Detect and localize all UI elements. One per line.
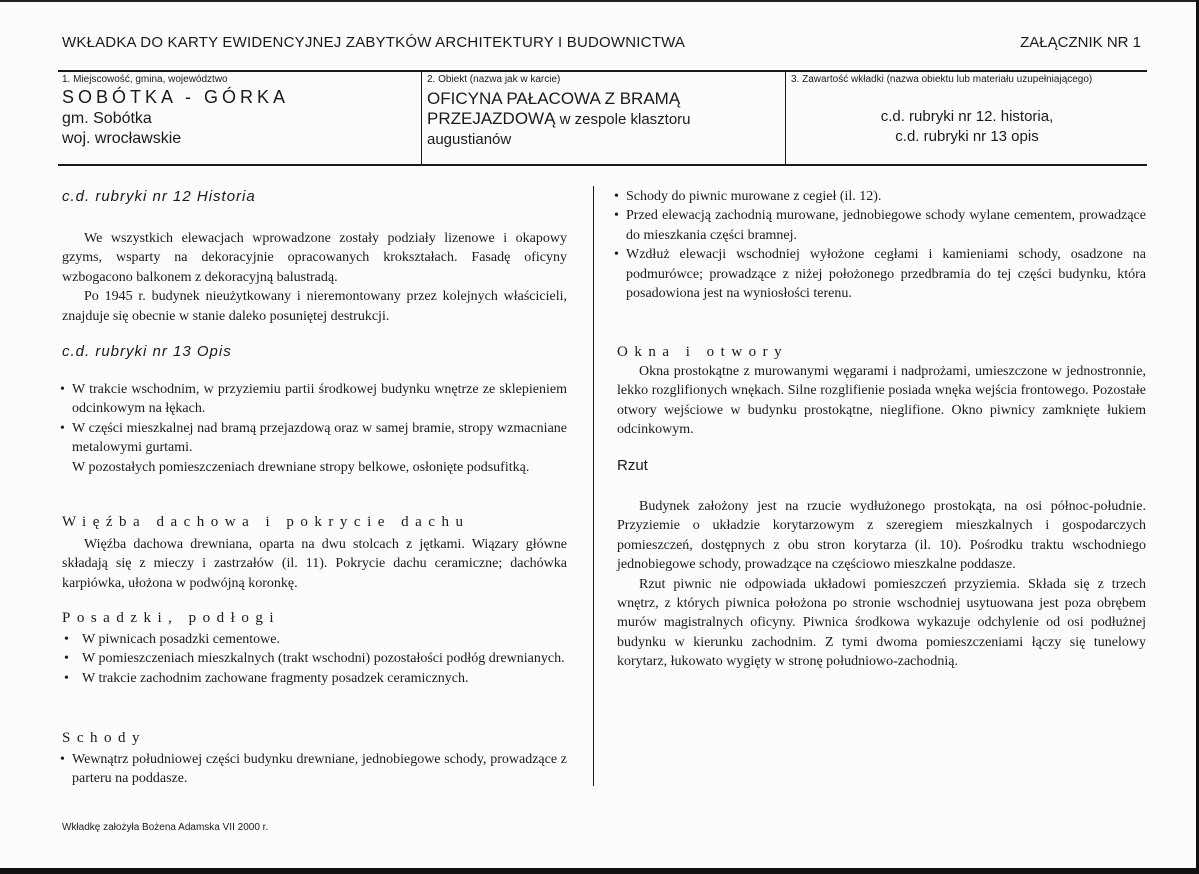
list-item: • Schody do piwnic murowane z cegieł (il. 12). [616, 187, 1146, 206]
content-line1: c.d. rubryki nr 12. historia, [880, 108, 1054, 125]
content-line2: c.d. rubryki nr 13 opis [895, 128, 1039, 145]
object-name-line1: OFICYNA PAŁACOWA Z BRAMĄ [427, 89, 681, 108]
field-divider-1 [421, 70, 422, 166]
voivodeship: woj. wrocławskie [62, 130, 182, 147]
list-item: • W piwnicach posadzki cementowe. [62, 630, 567, 649]
footer-note: Wkładkę założyła Bożena Adamska VII 2000 r. [62, 822, 269, 833]
object-name-line3: augustianów [427, 131, 512, 148]
field2-caption: 2. Obiekt (nazwa jak w karcie) [427, 74, 561, 85]
header-top-rule [58, 70, 1147, 72]
top-border [0, 0, 1199, 2]
windows-text [617, 362, 1146, 440]
list-item: • Przed elewacją zachodnią murowane, jednobiegowe schody wylane cementem, prowadzące do mieszkania części bramnej. [616, 206, 1146, 245]
field1-caption: 1. Miejscowość, gmina, województwo [62, 74, 228, 85]
commune: gm. Sobótka [62, 110, 152, 127]
section-heading-stairs: Schody [62, 730, 146, 746]
field3-caption: 3. Zawartość wkładki (nazwa obiektu lub materiału uzupełniającego) [791, 74, 1093, 85]
list-item: • W części mieszkalnej nad bramą przejazdową oraz w samej bramie, stropy wzmacniane metalowymi gurtami. [62, 419, 567, 458]
history-text [62, 229, 567, 326]
list-item: • Wewnątrz południowej części budynku drewniane, jednobiegowe schody, prowadzące z parteru na poddasze. [62, 750, 567, 789]
plan-paragraph: Budynek założony jest na rzucie wydłużonego prostokąta, na osi północ-południe. Przyziemie o układzie korytarzowym z szeregiem mieszkalnych i gospodarczych pomieszczeń, dostępnych z obu stron korytarza (il. 10). Pośrodku traktu wschodniego jednobiegowe schody, prowadzące na częściowo mieszkalne poddasze. [617, 499, 1146, 573]
attachment-label: ZAŁĄCZNIK NR 1 [1020, 34, 1141, 51]
object-name-line2: PRZEJAZDOWĄ w zespole klasztoru [427, 109, 691, 128]
form-title: WKŁADKA DO KARTY EWIDENCYJNEJ ZABYTKÓW ARCHITEKTURY I BUDOWNICTWA [62, 34, 686, 51]
history-paragraph: We wszystkich elewacjach wprowadzone zostały podziały lizenowe i okapowy gzyms, wsparty na dekoracyjnie opracowanych krokształach. Fasadę oficyny wzbogacono balkonem z dekoracyjną balustradą. [62, 231, 567, 285]
bottom-border [0, 868, 1199, 874]
description-paragraph: W pozostałych pomieszczeniach drewniane stropy belkowe, osłonięte podsufitką. [72, 459, 530, 475]
floors-list [62, 630, 567, 688]
header-bottom-rule [58, 164, 1147, 166]
section-heading-plan: Rzut [617, 457, 648, 474]
roof-paragraph: Więźba dachowa drewniana, oparta na dwu stolcach z jętkami. Wiązary główne składają się z mieczy i zastrzałów (il. 11). Pokrycie dachu ceramiczne; dachówka karpiówka, ułożona w podwójną koronkę. [62, 537, 567, 591]
section-heading-roof: Więźba dachowa i pokrycie dachu [62, 514, 470, 530]
section-heading-history: c.d. rubryki nr 12 Historia [62, 188, 256, 205]
plan-paragraph: Rzut piwnic nie odpowiada układowi pomieszczeń przyziemia. Składa się z trzech wnętrz, z których piwnica położona po stronie wschodniej usytuowana jest poza obrębem murów magistralnych oficyny. Piwnica środkowa wykazuje odchylenie od osi podłużnej budynku w kierunku zachodnim. Z tymi dwoma pomieszczeniami łączy się tunelowy korytarz, łukowato wygięty w stronę południowo-zachodnią. [617, 576, 1146, 670]
windows-paragraph: Okna prostokątne z murowanymi węgarami i nadprożami, umieszczone w jednostronnie, lekko rozglifionych wnękach. Silne rozglifienie posiada wnęka wejścia frontowego. Pozostałe otwory wejściowe w budynku prostokątne, nieglifione. Okno piwnicy zamknięte łukiem odcinkowym. [617, 364, 1146, 438]
plan-text [617, 497, 1146, 672]
roof-text [62, 535, 567, 593]
list-item: • W trakcie zachodnim zachowane fragmenty posadzek ceramicznych. [62, 669, 567, 688]
section-heading-floors: Posadzki, podłogi [62, 610, 280, 626]
place-name: SOBÓTKA - GÓRKA [62, 87, 290, 107]
stairs-list-left [62, 750, 567, 789]
list-item: • W pomieszczeniach mieszkalnych (trakt wschodni) pozostałości podłóg drewnianych. [62, 649, 567, 668]
field-divider-2 [785, 70, 786, 166]
description-text [62, 380, 567, 477]
column-divider [593, 186, 594, 786]
stairs-list-right [616, 187, 1146, 303]
section-heading-windows: Okna i otwory [617, 344, 789, 360]
section-heading-description: c.d. rubryki nr 13 Opis [62, 343, 232, 360]
list-item: • W trakcie wschodnim, w przyziemiu partii środkowej budynku wnętrze ze sklepieniem odcinkowym na łękach. [62, 380, 567, 419]
list-item: • Wzdłuż elewacji wschodniej wyłożone cegłami i kamieniami schody, osadzone na podmurówce; prowadzące z niżej położonego przedbramia do tej części budynku, która posadowiona jest na wyniosłości terenu. [616, 245, 1146, 303]
history-paragraph: Po 1945 r. budynek nieużytkowany i nieremontowany przez kolejnych właścicieli, znajduje się obecnie w stanie daleko posuniętej destrukcji. [62, 289, 567, 324]
